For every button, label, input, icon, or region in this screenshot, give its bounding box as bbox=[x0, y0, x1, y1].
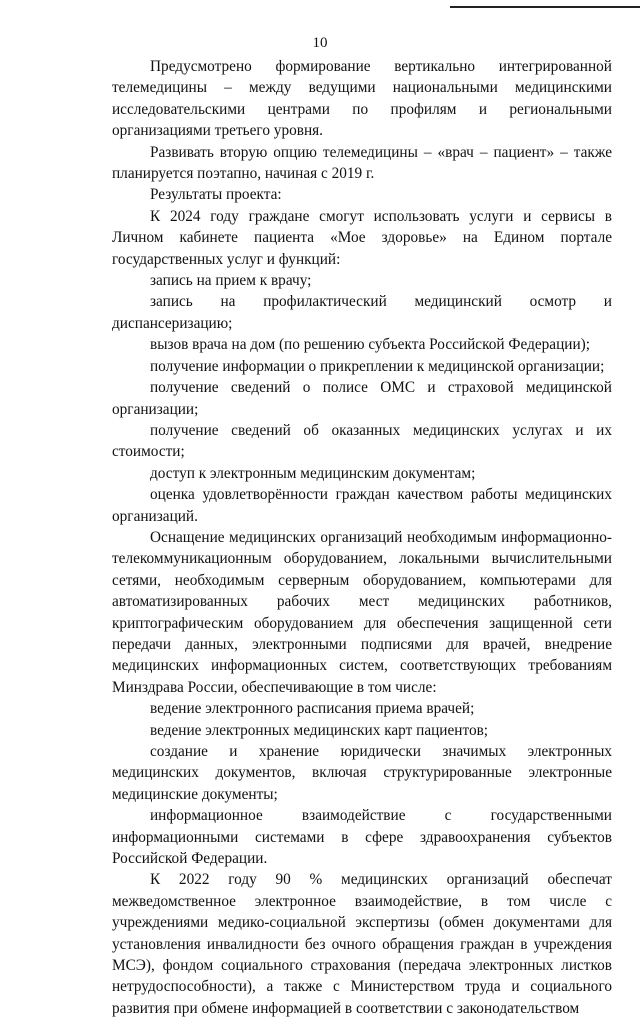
list-item: запись на прием к врачу; bbox=[150, 272, 312, 290]
list-item: ведение электронных медицинских карт пациентов; bbox=[150, 721, 489, 739]
list-item: вызов врача на дом (по решению субъекта Российской Федерации); bbox=[150, 336, 590, 354]
list-item: ведение электронного расписания приема врачей; bbox=[150, 700, 475, 718]
list-item: доступ к электронным медицинским документам; bbox=[150, 464, 476, 482]
paragraph-interagency-2022: К 2022 году 90 % медицинских организаций обеспечат межведомственное электронное взаимодействие, в том числе с учреждениями медико-социальной экспертизы (обмен документами для установления инвалидности без очного обращения граждан в учреждения МСЭ), фондом социального страхования (передача электронных листков нетрудоспособности), а также с Министерством труда и социального развития при обмене информацией в соответствии с законодательством bbox=[112, 871, 612, 1017]
paragraph-services-intro: К 2024 году граждане смогут использовать услуги и сервисы в Личном кабинете пациента «Мое здоровье» на Едином портале государственных услуг и функций: bbox=[112, 207, 612, 268]
list-item: получение информации о прикреплении к медицинской организации; bbox=[150, 357, 605, 375]
paragraph-telemedicine-vertical: Предусмотрено формирование вертикально интегрированной телемедицины – между ведущими национальными медицинскими исследовательскими центрами по профилям и региональными организациями третьего уровня. bbox=[112, 58, 612, 140]
list-item: получение сведений о полисе ОМС и страховой медицинской организации; bbox=[112, 379, 612, 418]
header-rule bbox=[450, 6, 640, 8]
paragraph-results-heading: Результаты проекта: bbox=[150, 186, 282, 204]
list-item: информационное взаимодействие с государственными информационными системами в сфере здравоохранения субъектов Российской Федерации. bbox=[112, 807, 612, 868]
list-item: получение сведений об оказанных медицинских услугах и их стоимости; bbox=[112, 421, 612, 461]
paragraph-telemedicine-option: Развивать вторую опцию телемедицины – «врач – пациент» – также планируется поэтапно, начиная с 2019 г. bbox=[112, 143, 612, 183]
document-body bbox=[112, 56, 612, 1019]
page-number: 10 bbox=[312, 35, 328, 51]
list-item: оценка удовлетворённости граждан качеством работы медицинских организаций. bbox=[112, 486, 612, 525]
paragraph-equipment: Оснащение медицинских организаций необходимым информационно-телекоммуникационным оборудованием, локальными вычислительными сетями, необходимым серверным оборудованием, компьютерами для автоматизированных рабочих мест медицинских работников, криптографическим оборудованием для обеспечения защищенной сети передачи данных, электронными подписями для врачей, внедрение медицинских информационных систем, соответствующих требованиям Минздрава России, обеспечивающие в том числе: bbox=[112, 528, 612, 696]
list-item: запись на профилактический медицинский осмотр и диспансеризацию; bbox=[112, 293, 612, 332]
list-item: создание и хранение юридически значимых электронных медицинских документов, включая структурированные электронные медицинские документы; bbox=[112, 743, 612, 803]
